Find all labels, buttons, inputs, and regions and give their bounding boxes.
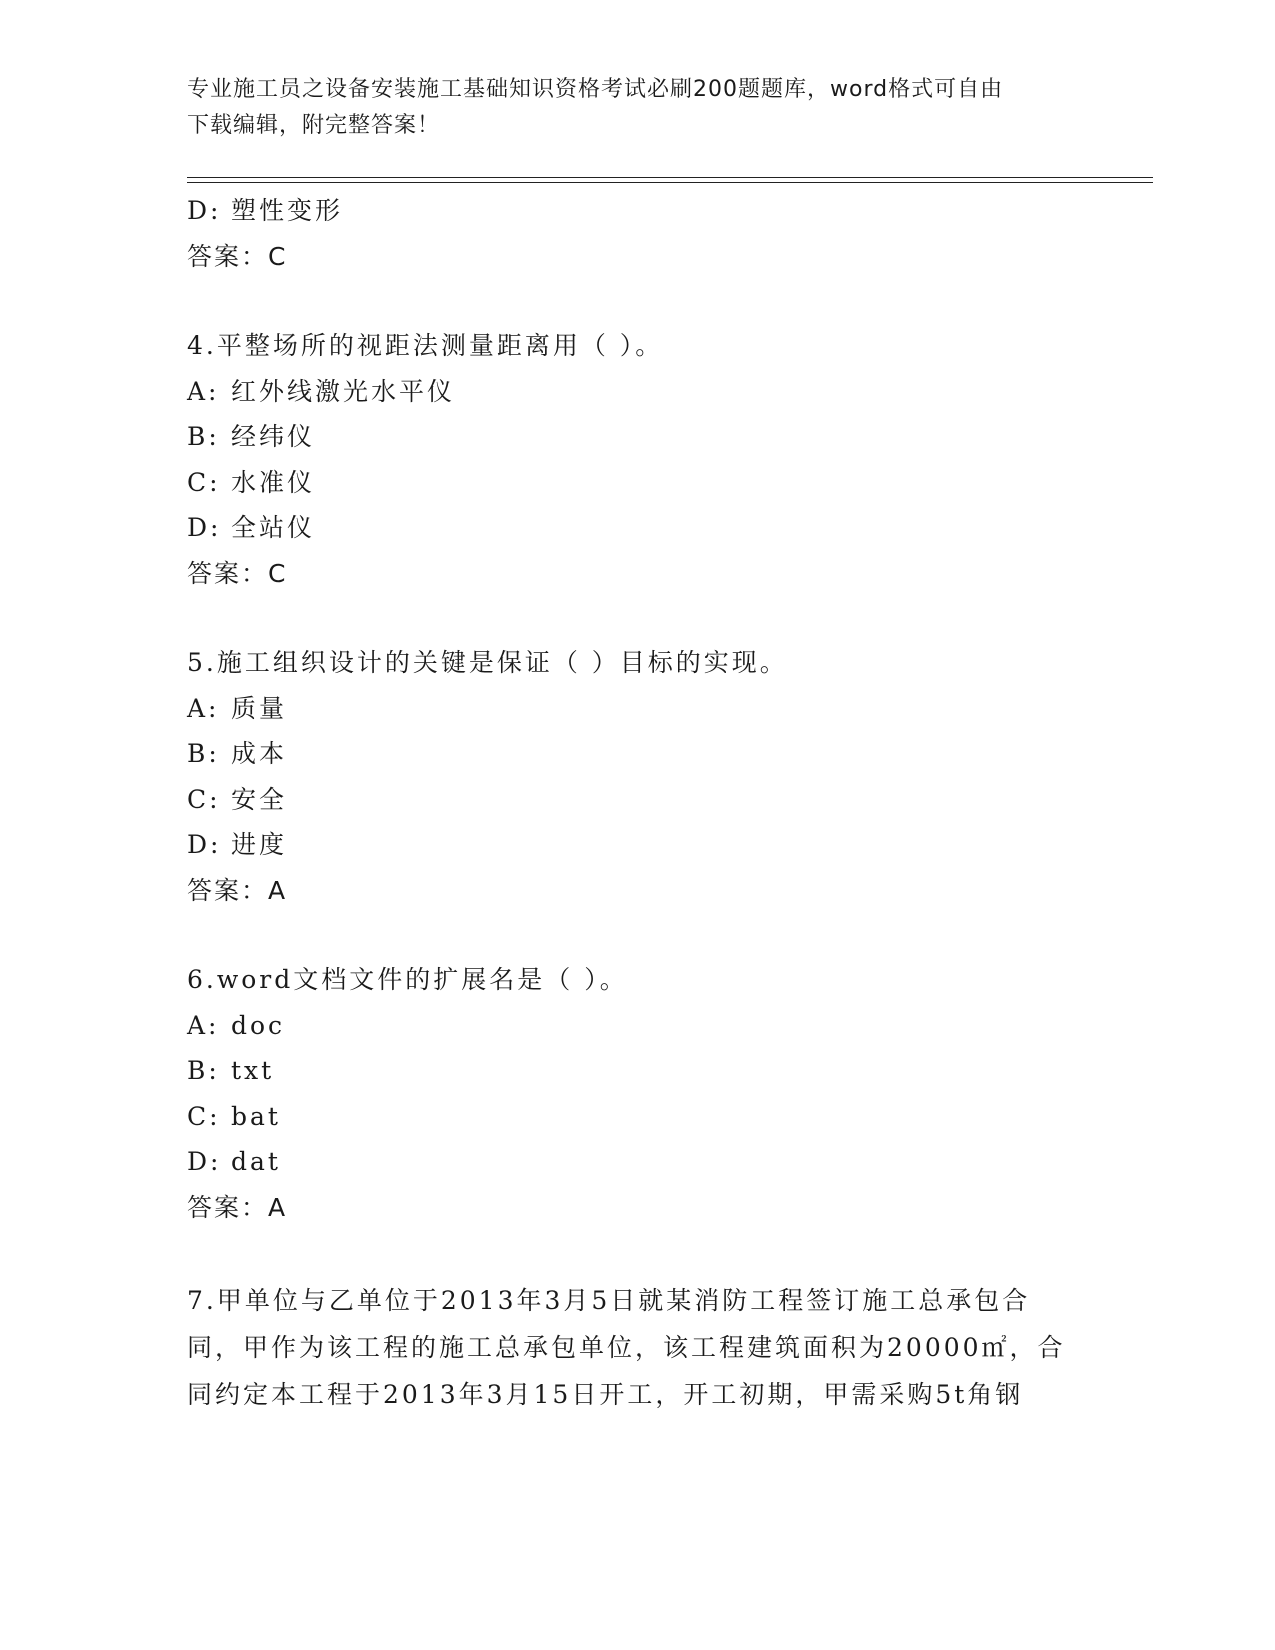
- option-b: [187, 414, 1087, 460]
- option-key: B:: [187, 739, 220, 768]
- question-stem-line: 同约定本工程于2013年3月15日开工，开工初期，甲需采购5t角钢: [187, 1380, 1024, 1409]
- answer-line: 答案：A: [187, 1192, 288, 1222]
- option-text: 成本: [231, 739, 288, 768]
- option-text: txt: [231, 1056, 275, 1085]
- option-key: B:: [187, 422, 220, 451]
- option-d: [187, 1139, 1087, 1185]
- option-key: A:: [187, 1010, 220, 1040]
- option-b: [187, 731, 1087, 777]
- option-text: 塑性变形: [231, 196, 344, 225]
- document-header: [187, 72, 1067, 144]
- question-stem-line: 7.甲单位与乙单位于2013年3月5日就某消防工程签订施工总承包合: [187, 1286, 1031, 1315]
- option-key: D:: [187, 196, 222, 225]
- option-text: 全站仪: [231, 513, 316, 542]
- option-key: C:: [187, 1101, 221, 1131]
- question-stem: 5.施工组织设计的关键是保证（ ）目标的实现。: [187, 648, 788, 677]
- option-key: C:: [187, 467, 221, 497]
- option-text: 安全: [231, 784, 288, 814]
- option-d: [187, 822, 1087, 868]
- question-stem: 6.word文档文件的扩展名是（ ）。: [187, 965, 628, 994]
- answer-line: 答案：C: [187, 558, 288, 588]
- answer-line: 答案：A: [187, 875, 288, 905]
- header-line-1: 专业施工员之设备安装施工基础知识资格考试必刷200题题库，word格式可自由: [187, 77, 1004, 102]
- option-text: 水准仪: [231, 467, 316, 497]
- question-stem-line: 同，甲作为该工程的施工总承包单位，该工程建筑面积为20000㎡，合: [187, 1333, 1066, 1362]
- option-key: A:: [187, 376, 220, 406]
- question-7: [187, 1277, 1087, 1418]
- question-stem: 4.平整场所的视距法测量距离用（ ）。: [187, 331, 664, 360]
- option-text: 红外线激光水平仪: [231, 376, 456, 406]
- option-d: [187, 505, 1087, 551]
- option-c: [187, 777, 1087, 823]
- option-text: 经纬仪: [231, 422, 316, 451]
- question-spacer: [187, 1230, 1087, 1277]
- question-spacer: [187, 279, 1087, 323]
- option-d: [187, 188, 1087, 234]
- option-text: bat: [231, 1101, 281, 1131]
- document-body: [187, 188, 1087, 1418]
- option-key: D:: [187, 513, 222, 542]
- option-text: 质量: [231, 693, 288, 723]
- question-spacer: [187, 913, 1087, 957]
- option-key: D:: [187, 1147, 222, 1176]
- option-a: [187, 1003, 1087, 1049]
- option-key: C:: [187, 784, 221, 814]
- header-line-2: 下载编辑，附完整答案！: [187, 113, 441, 138]
- option-text: 进度: [231, 830, 288, 859]
- option-a: [187, 686, 1087, 732]
- option-text: dat: [231, 1147, 281, 1176]
- answer-line: 答案：C: [187, 241, 288, 271]
- option-b: [187, 1048, 1087, 1094]
- option-c: [187, 460, 1087, 506]
- option-a: [187, 369, 1087, 415]
- option-text: doc: [231, 1010, 286, 1040]
- header-divider-top: [187, 177, 1153, 178]
- question-spacer: [187, 596, 1087, 640]
- header-divider-bottom: [187, 182, 1153, 183]
- option-key: B:: [187, 1056, 220, 1085]
- option-c: [187, 1094, 1087, 1140]
- option-key: A:: [187, 693, 220, 723]
- option-key: D:: [187, 830, 222, 859]
